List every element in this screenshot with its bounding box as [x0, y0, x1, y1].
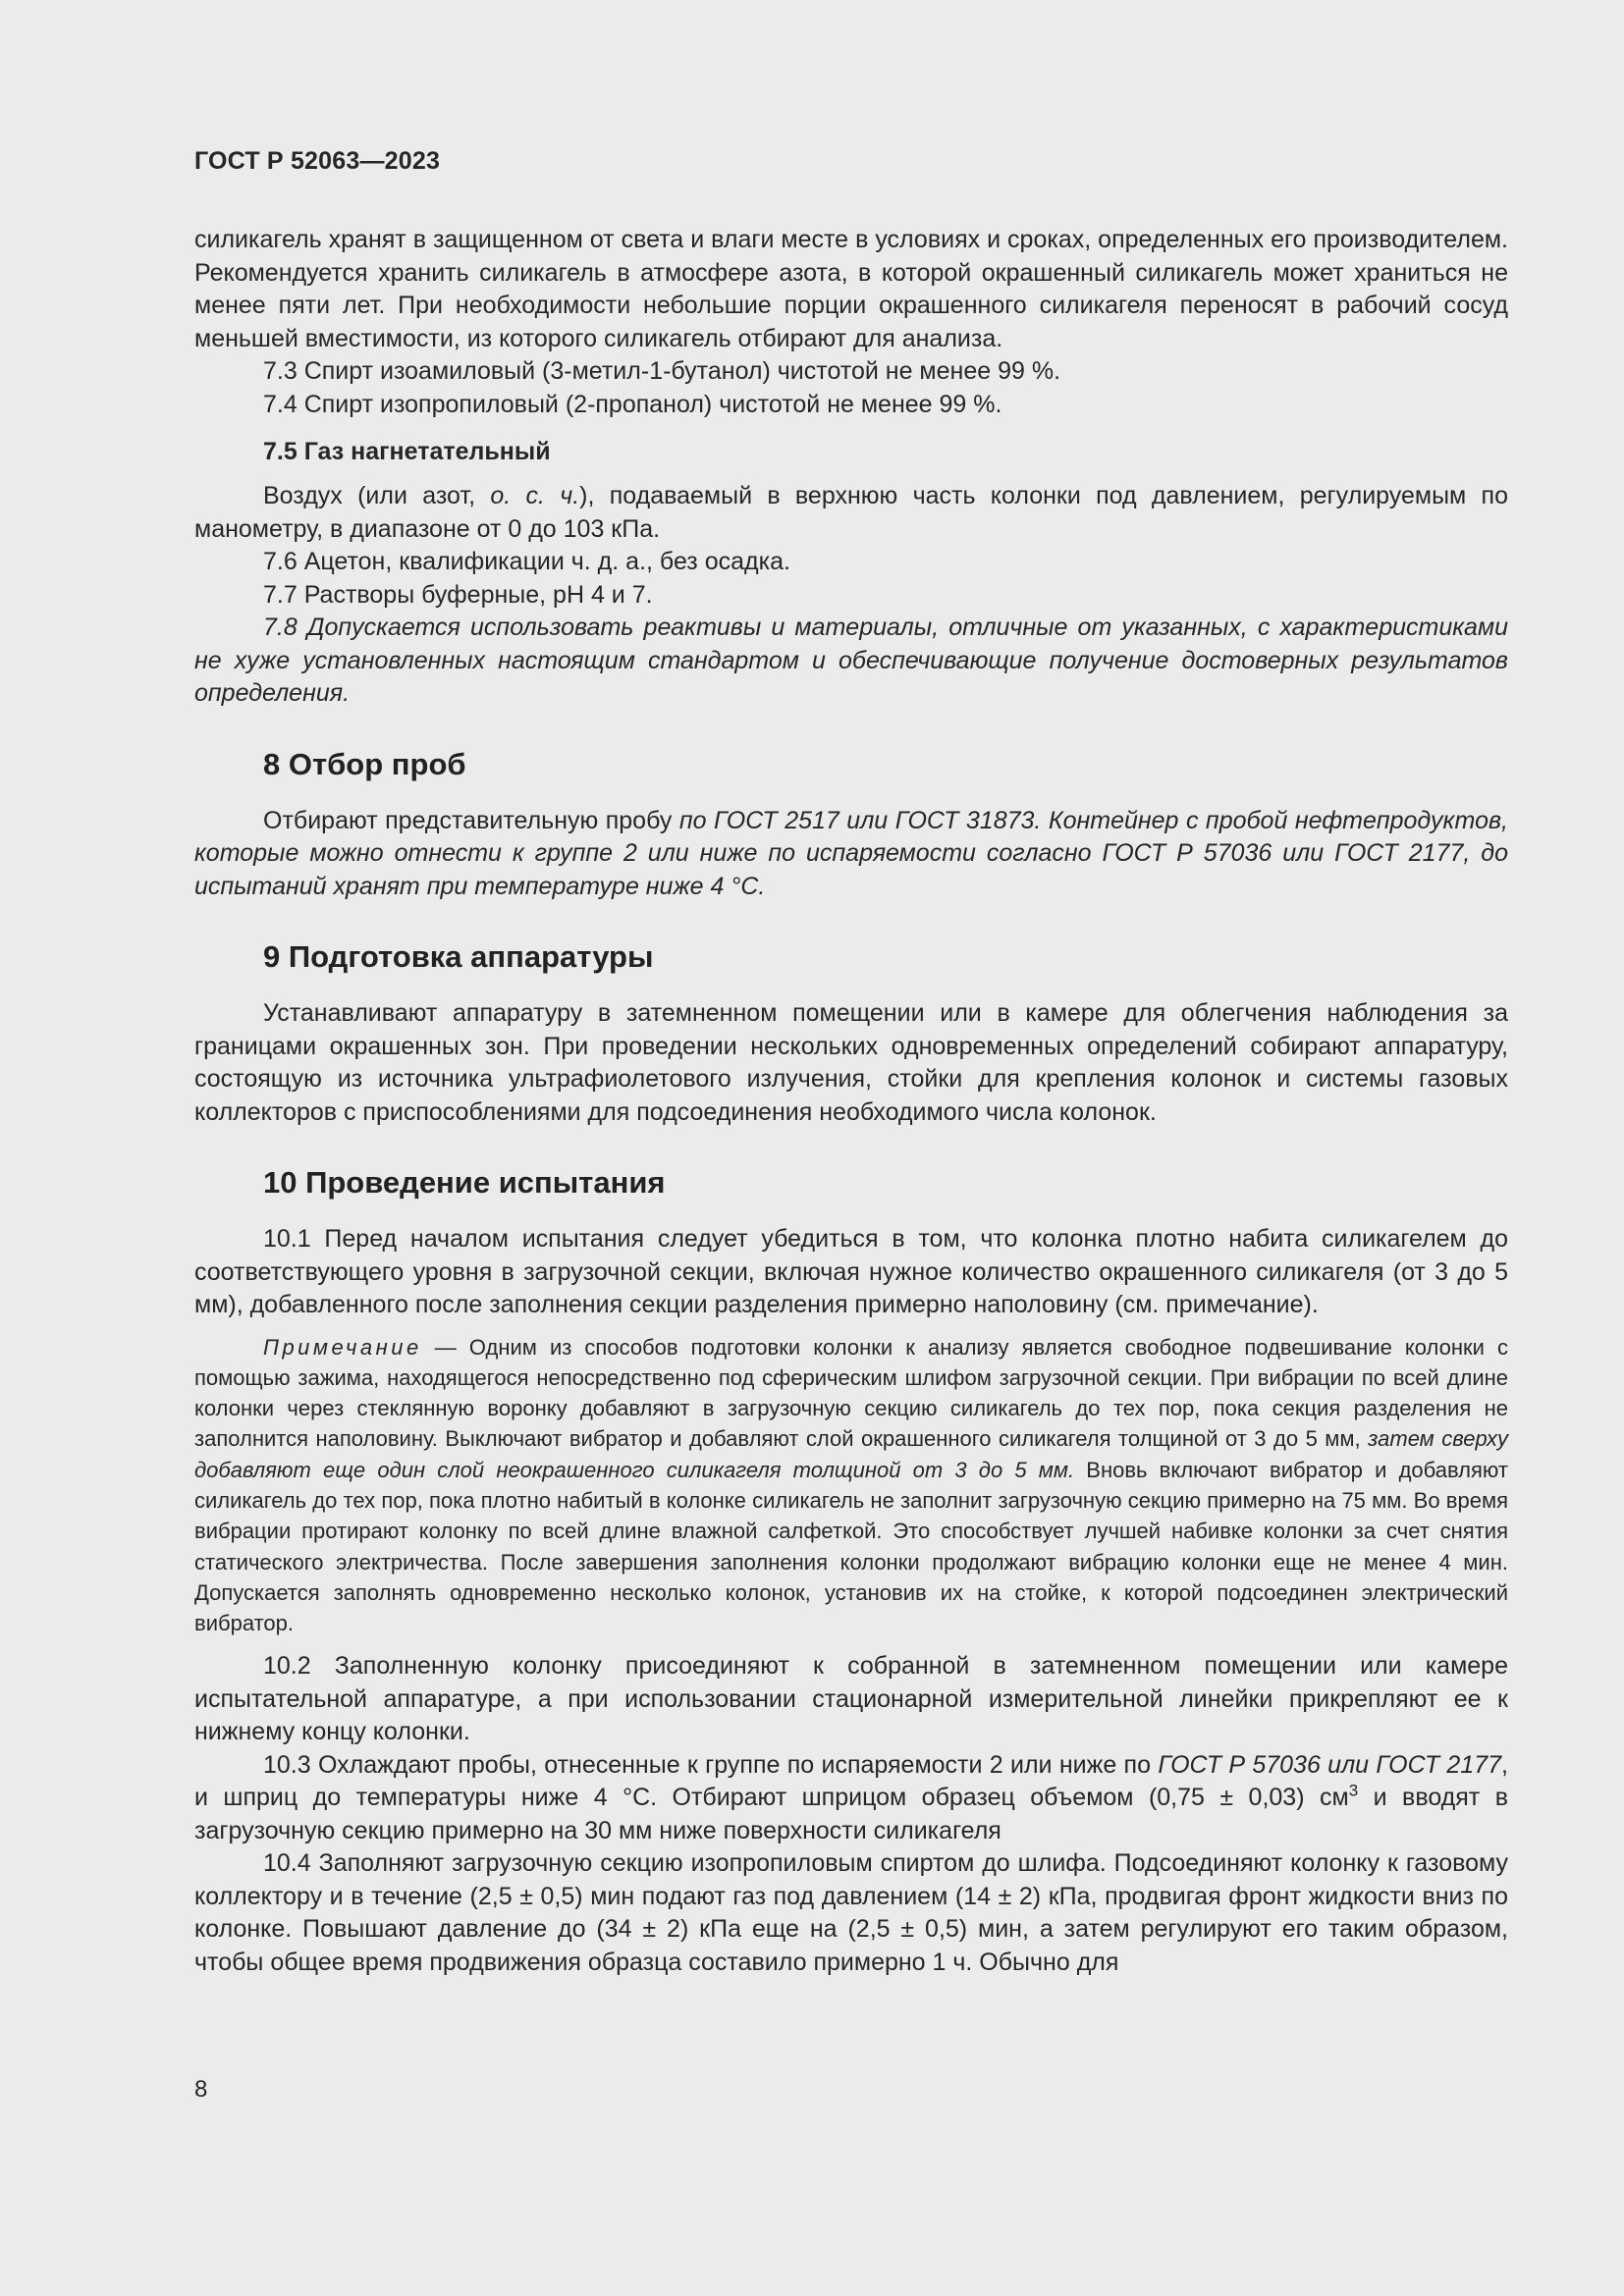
paragraph-7-6: 7.6 Ацетон, квалификации ч. д. а., без осадка.	[263, 548, 790, 575]
text-span: и вводят в загрузочную секцию примерно на 30 мм ниже поверхности силикагеля	[194, 1784, 1508, 1844]
subheading-7-5: 7.5 Газ нагнетательный	[263, 438, 551, 465]
text-span: , и шприц до температуры ниже 4 °С. Отбирают шприцом образец объемом (0,75 ± 0,03) см	[194, 1750, 1508, 1812]
section-heading-9: 9 Подготовка аппаратуры	[263, 939, 654, 974]
text-span: — Одним из способов подготовки колонки к анализу является свободное подвешивание колонки с помощью зажима, находящегося непосредственно под сферическим шлифом загрузочной секции. При вибрации по всей длине колонки через стеклянную воронку добавляют в загрузочную секцию силикагель до тех пор, пока секция разделения не заполнится наполовину. Выключают вибратор и добавляют слой окрашенного силикагеля толщиной от 3 до 5 мм,	[194, 1334, 1508, 1452]
section-heading-10: 10 Проведение испытания	[263, 1165, 666, 1200]
paragraph-10-4: 10.4 Заполняют загрузочную секцию изопропиловым спиртом до шлифа. Подсоединяют колонку к газовому коллектору и в течение (2,5 ± 0,5) мин подают газ под давлением (14 ± 2) кПа, продвигая фронт жидкости вниз по колонке. Повышают давление до (34 ± 2) кПа еще на (2,5 ± 0,5) мин, а затем регулируют его таким образом, чтобы общее время продвижения образца составило примерно 1 ч. Обычно для	[194, 1849, 1508, 1976]
text-span: Воздух (или азот,	[263, 482, 491, 509]
paragraph-10-2: 10.2 Заполненную колонку присоединяют к собранной в затемненном помещении или камере испытательной аппаратуре, а при использовании стационарной измерительной линейки прикрепляют ее к нижнему концу колонки.	[194, 1652, 1508, 1746]
text-span: Вновь включают вибратор и добавляют силикагель до тех пор, пока плотно набитый в колонке силикагель не заполнит загрузочную секцию примерно на 75 мм. Во время вибрации протирают колонку по всей длине влажной салфеткой. Это способствует лучшей набивке колонки за счет снятия статического электричества. После завершения заполнения колонки продолжают вибрацию колонки еще не менее 4 мин. Допускается заполнять одновременно несколько колонок, установив их на стойке, к которой подсоединен электрический вибратор.	[194, 1457, 1509, 1636]
page-number: 8	[194, 2076, 208, 2103]
superscript: 3	[1348, 1782, 1359, 1801]
paragraph-10-3	[194, 1749, 1508, 1848]
paragraph-7-4: 7.4 Спирт изопропиловый (2-пропанол) чистотой не менее 99 %.	[263, 390, 1002, 418]
document-body	[194, 224, 1508, 1979]
paragraph-8	[194, 805, 1508, 904]
text-span: ), подаваемый в верхнюю часть колонки под давлением, регулируемым по манометру, в диапазоне от 0 до 103 кПа.	[194, 482, 1508, 543]
paragraph-7-3: 7.3 Спирт изоамиловый (3-метил-1-бутанол) чистотой не менее 99 %.	[263, 357, 1061, 385]
paragraph-7-7: 7.7 Растворы буферные, pH 4 и 7.	[263, 580, 653, 609]
italic-span: о. с. ч.	[490, 482, 580, 509]
note-label: Примечание	[263, 1334, 422, 1360]
italic-span: ГОСТ Р 57036 или ГОСТ 2177	[1158, 1750, 1502, 1779]
document-header: ГОСТ Р 52063—2023	[194, 147, 441, 175]
note-paragraph	[194, 1332, 1508, 1639]
text-span: Отбирают представительную пробу	[263, 806, 679, 834]
italic-span: по ГОСТ 2517 или ГОСТ 31873. Контейнер с пробой нефтепродуктов, которые можно отнести к группе 2 или ниже по испаряемости согласно ГОСТ Р 57036 или ГОСТ 2177, до испытаний хранят при температуре ниже 4 °С.	[194, 806, 1508, 900]
paragraph-7-5	[194, 480, 1508, 546]
italic-span: затем сверху добавляют еще один слой неокрашенного силикагеля толщиной от 3 до 5 мм.	[194, 1426, 1508, 1482]
section-heading-8: 8 Отбор проб	[263, 746, 466, 781]
paragraph-silica-storage: силикагель хранят в защищенном от света и влаги месте в условиях и сроках, определенных его производителем. Рекомендуется хранить силикагель в атмосфере азота, в которой окрашенный силикагель может храниться не менее пяти лет. При необходимости небольшие порции окрашенного силикагеля переносят в рабочий сосуд меньшей вместимости, из которого силикагель отбирают для анализа.	[194, 226, 1508, 352]
paragraph-7-8: 7.8 Допускается использовать реактивы и материалы, отличные от указанных, с характеристиками не хуже установленных настоящим стандартом и обеспечивающие получение достоверных результатов определения.	[194, 614, 1508, 707]
text-span: 10.3 Охлаждают пробы, отнесенные к группе по испаряемости 2 или ниже по	[263, 1750, 1159, 1779]
paragraph-9: Устанавливают аппаратуру в затемненном помещении или в камере для облегчения наблюдения за границами окрашенных зон. При проведении нескольких одновременных определений собирают аппаратуру, состоящую из источника ультрафиолетового излучения, стойки для крепления колонок и системы газовых коллекторов с приспособлениями для подсоединения необходимого числа колонок.	[194, 999, 1508, 1126]
paragraph-10-1: 10.1 Перед началом испытания следует убедиться в том, что колонка плотно набита силикагелем до соответствующего уровня в загрузочной секции, включая нужное количество окрашенного силикагеля (от 3 до 5 мм), добавленного после заполнения секции разделения примерно наполовину (см. примечание).	[194, 1225, 1508, 1318]
